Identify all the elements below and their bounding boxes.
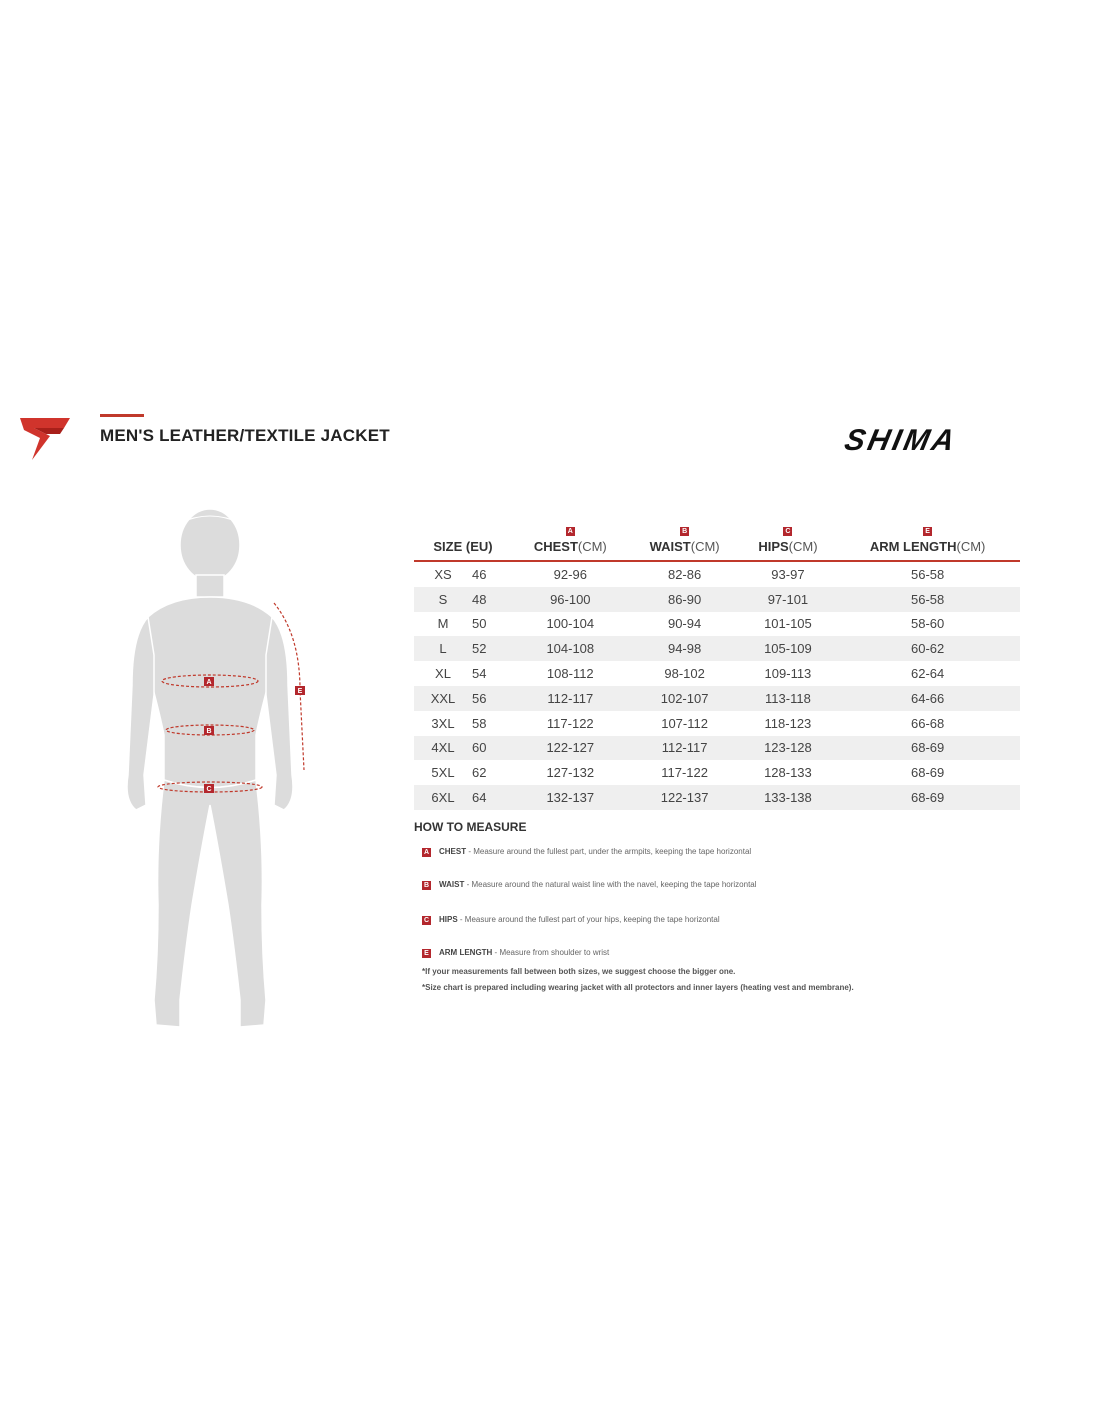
waist-cell: 107-112 [661, 715, 708, 731]
waist-cell: 82-86 [667, 566, 702, 582]
size-cell: S [438, 591, 448, 607]
waist-marker-label: B [206, 728, 212, 735]
eu-size-cell: 60 [472, 740, 487, 756]
waist-cell: 94-98 [667, 641, 702, 657]
howto-arm-length: E ARM LENGTH - Measure from shoulder to wrist [422, 948, 752, 960]
arm-length-cell: 58-60 [911, 616, 945, 632]
eu-size-cell: 52 [472, 641, 487, 657]
chest-cell: 132-137 [546, 790, 595, 806]
eu-size-cell: 62 [472, 765, 487, 781]
hips-letter-badge: C [785, 528, 791, 535]
size-chart-table [414, 520, 1020, 810]
chest-cell: 122-127 [546, 740, 595, 756]
waist-cell: 122-137 [660, 790, 709, 806]
howto-waist: B WAIST - Measure around the natural waist line with the navel, keeping the tape horizontal [423, 880, 757, 889]
hips-cell: 105-109 [764, 641, 812, 657]
eu-size-cell: 48 [472, 591, 487, 607]
table-row [414, 711, 1020, 736]
size-cell: M [437, 616, 449, 632]
arm-length-cell: 66-68 [911, 715, 945, 731]
hips-cell: 133-138 [764, 790, 812, 806]
size-cell: XXL [430, 690, 456, 706]
chest-letter-badge: A [567, 528, 573, 535]
page-title: MEN'S LEATHER/TEXTILE JACKET [100, 426, 390, 445]
chest-cell: 127-132 [546, 765, 595, 781]
hips-cell: 123-128 [764, 740, 812, 756]
header-hips: C HIPS(CM) [758, 528, 818, 554]
arm-length-cell: 68-69 [911, 765, 945, 781]
hips-cell: 93-97 [771, 566, 805, 582]
size-cell: 6XL [431, 790, 455, 806]
table-row [414, 785, 1020, 810]
waist-cell: 112-117 [661, 740, 708, 756]
header-waist: B WAIST(CM) [649, 528, 720, 554]
table-row [414, 736, 1020, 761]
arm-length-cell: 64-66 [911, 690, 945, 706]
eu-size-cell: 58 [472, 715, 487, 731]
table-row [414, 661, 1020, 686]
howto-hips: C HIPS - Measure around the fullest part of your hips, keeping the tape horizontal [423, 915, 720, 924]
arm-length-cell: 62-64 [911, 666, 945, 682]
how-to-measure-title: HOW TO MEASURE [414, 820, 527, 834]
table-header-row [414, 520, 1020, 561]
chest-cell: 104-108 [546, 641, 595, 657]
arm-marker-label: E [297, 688, 303, 695]
chest-cell: 112-117 [547, 690, 594, 706]
brand-mark-logo [20, 414, 72, 460]
eu-size-cell: 56 [472, 690, 487, 706]
waist-cell: 90-94 [667, 616, 702, 632]
waist-cell: 117-122 [661, 765, 708, 781]
hips-badge: C [423, 917, 430, 924]
waist-cell: 98-102 [664, 666, 705, 682]
waist-badge: B [423, 882, 430, 889]
note-between-sizes: *If your measurements fall between both sizes, we suggest choose the bigger one. [422, 967, 736, 976]
header-arm-length: E ARM LENGTH(CM) [869, 528, 986, 554]
eu-size-cell: 50 [472, 616, 487, 632]
chest-cell: 117-122 [546, 715, 594, 731]
size-cell: L [439, 641, 447, 657]
size-cell: 4XL [431, 740, 455, 756]
arm-length-cell: 68-69 [911, 740, 945, 756]
shima-logo: SHIMA [841, 424, 961, 457]
waist-cell: 86-90 [667, 591, 702, 607]
table-row [414, 561, 1020, 587]
chest-cell: 96-100 [550, 591, 591, 607]
chest-cell: 100-104 [546, 616, 595, 632]
waist-cell: 102-107 [660, 690, 709, 706]
arm-letter-badge: E [923, 527, 932, 536]
header-size: SIZE (EU) [433, 539, 493, 554]
size-cell: XS [434, 566, 452, 582]
arm-length-cell: 56-58 [911, 566, 945, 582]
hips-cell: 118-123 [764, 715, 812, 731]
table-row [414, 760, 1020, 785]
hips-cell: 128-133 [764, 765, 812, 781]
eu-size-cell: 54 [472, 666, 487, 682]
table-row [414, 612, 1020, 637]
size-cell: 5XL [431, 765, 455, 781]
arm-length-cell: 60-62 [911, 641, 945, 657]
header-chest: A CHEST(CM) [533, 528, 607, 554]
eu-size-cell: 64 [472, 790, 487, 806]
howto-chest: A CHEST - Measure around the fullest part, under the armpits, keeping the tape horizontal [423, 847, 752, 856]
hips-cell: 97-101 [767, 591, 809, 607]
title-accent-rule [100, 414, 144, 417]
table-row [414, 636, 1020, 661]
arm-length-cell: 56-58 [911, 591, 945, 607]
size-cell: XL [435, 666, 451, 682]
hips-cell: 113-118 [765, 690, 811, 706]
chest-cell: 108-112 [546, 666, 594, 682]
arm-badge: E [422, 949, 431, 958]
chest-badge: A [423, 849, 430, 856]
note-size-chart-prepared: *Size chart is prepared including wearing jacket with all protectors and inner layers (heating vest and membrane). [422, 983, 854, 992]
eu-size-cell: 46 [472, 566, 487, 582]
hips-cell: 101-105 [764, 616, 812, 632]
arm-length-cell: 68-69 [911, 790, 945, 806]
hips-marker-label: C [206, 786, 212, 793]
table-row [414, 686, 1020, 711]
waist-letter-badge: B [682, 528, 688, 535]
chest-marker-label: A [206, 679, 212, 686]
table-row [414, 587, 1020, 612]
chest-cell: 92-96 [553, 566, 587, 582]
size-cell: 3XL [431, 715, 455, 731]
body-figure-illustration [110, 505, 310, 1040]
hips-cell: 109-113 [764, 666, 812, 682]
